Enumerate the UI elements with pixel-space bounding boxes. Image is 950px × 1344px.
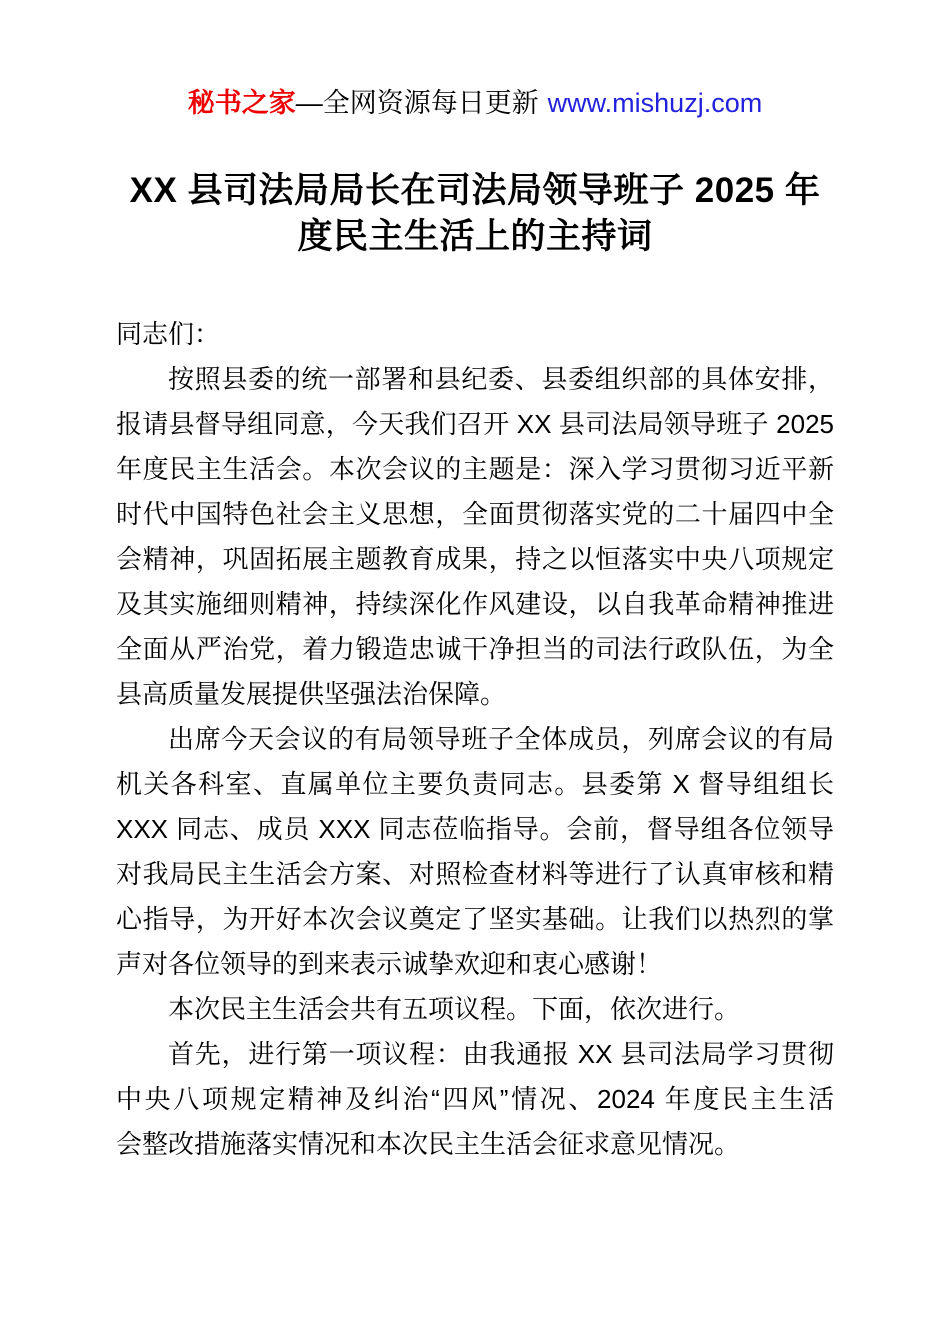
paragraph bbox=[116, 717, 834, 987]
body-text-line: 报请县督导组同意，今天我们召开 XX 县司法局领导班子 2025 bbox=[116, 409, 834, 439]
body-text-line: 声对各位领导的到来表示诚挚欢迎和衷心感谢！ bbox=[116, 949, 663, 979]
body-text-line: 年度民主生活会。本次会议的主题是：深入学习贯彻习近平新 bbox=[116, 454, 834, 484]
document-title: XX 县司法局局长在司法局领导班子 2025 年度民主生活上的主持词 bbox=[129, 171, 821, 256]
brand-tagline: —全网资源每日更新 bbox=[295, 88, 539, 118]
paragraph bbox=[116, 1032, 834, 1167]
body-text-line: 首先，进行第一项议程：由我通报 XX 县司法局学习贯彻 bbox=[168, 1039, 834, 1069]
body-text-line: 按照县委的统一部署和县纪委、县委组织部的具体安排， bbox=[168, 364, 834, 394]
body-text-line: 会整改措施落实情况和本次民主生活会征求意见情况。 bbox=[116, 1129, 741, 1159]
body-text-line: 对我局民主生活会方案、对照检查材料等进行了认真审核和精 bbox=[116, 859, 834, 889]
body-text-line: XXX 同志、成员 XXX 同志莅临指导。会前，督导组各位领导 bbox=[116, 814, 834, 844]
body-text-line: 及其实施细则精神，持续深化作风建设，以自我革命精神推进 bbox=[116, 589, 834, 619]
body-text-line: 中央八项规定精神及纠治“四风”情况、2024 年度民主生活 bbox=[116, 1084, 834, 1114]
site-header bbox=[116, 84, 834, 122]
body-text-line: 时代中国特色社会主义思想，全面贯彻落实党的二十届四中全 bbox=[116, 499, 834, 529]
paragraph bbox=[116, 312, 834, 357]
body-text-line: 本次民主生活会共有五项议程。下面，依次进行。 bbox=[168, 994, 741, 1024]
brand-name: 秘书之家 bbox=[187, 88, 296, 118]
body-text-line: 同志们： bbox=[116, 319, 221, 349]
body-text-line: 会精神，巩固拓展主题教育成果，持之以恒落实中央八项规定 bbox=[116, 544, 834, 574]
document-body bbox=[116, 312, 834, 1167]
body-text-line: 全面从严治党，着力锻造忠诚干净担当的司法行政队伍，为全 bbox=[116, 634, 834, 664]
body-text-line: 县高质量发展提供坚强法治保障。 bbox=[116, 679, 507, 709]
paragraph bbox=[116, 357, 834, 717]
body-text-line: 机关各科室、直属单位主要负责同志。县委第 X 督导组组长 bbox=[116, 769, 834, 799]
body-text-line: 心指导，为开好本次会议奠定了坚实基础。让我们以热烈的掌 bbox=[116, 904, 834, 934]
body-text-line: 出席今天会议的有局领导班子全体成员，列席会议的有局 bbox=[168, 724, 834, 754]
paragraph bbox=[116, 987, 834, 1032]
site-url-link[interactable]: www.mishuzj.com bbox=[547, 88, 763, 118]
